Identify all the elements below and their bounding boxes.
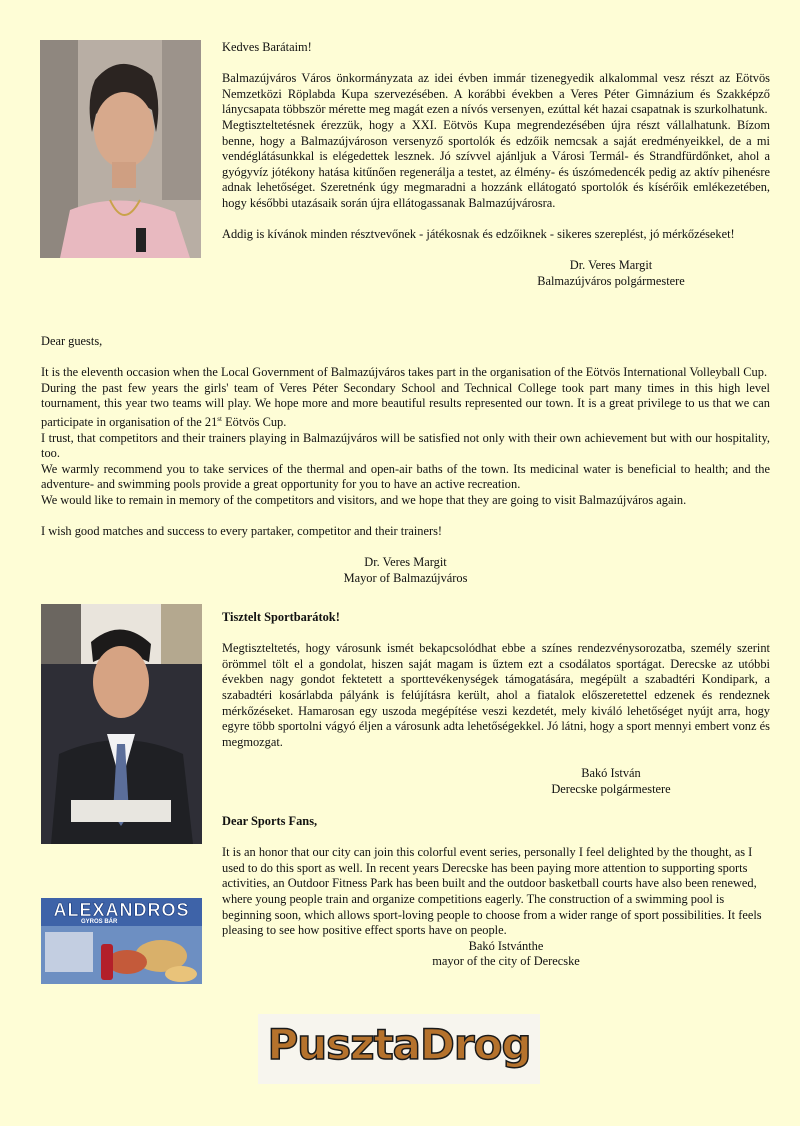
paragraph: It is the eleventh occasion when the Local Government of Balmazújváros takes part in the organisation of the Eötvös International Volleyball Cup.	[41, 365, 768, 380]
letter-en-balmazujvaros	[41, 334, 770, 587]
greeting: Dear Sports Fans,	[222, 814, 318, 828]
signature-title: mayor of the city of Derecske	[432, 954, 580, 969]
portrait-photo-veres-margit	[40, 40, 201, 258]
paragraph: I wish good matches and success to every partaker, competitor and their trainers!	[41, 524, 443, 539]
signature-name: Dr. Veres Margit	[569, 258, 653, 273]
paragraph: Megtiszteltetés, hogy városunk ismét bekapcsolódhat ebbe a színes rendezvénysorozatba, személy szerint örömmel tölt el a gondolat, hiszen saját magam is űztem ezt a csodálatos sportágat. Derecske az utóbbi években nagy gondot fektetett a sporttevékenységek támogatására, megépült a szabadtéri Kondipark, a szabadtéri kosárlabda pályánk is felújításra került, ahol a fiatalok előszeretettel edzenek és rendeznek mérkőzéseket. Hamarosan egy uszoda megépítése veszi kezdetét, mely kiváló lehetőséget nyújt arra, hogy egyre több sportolni vágyó éljen a városunk adta lehetőségekkel. Jó látni, hogy a sport mennyi embert vonz és megmozgat.	[222, 641, 770, 749]
greeting: Dear guests,	[41, 334, 103, 348]
signature-title: Derecske polgármestere	[551, 781, 671, 796]
signature-name: Bakó István	[581, 765, 641, 780]
letter-hu-derecske	[222, 610, 770, 813]
paragraph: We would like to remain in memory of the competitors and visitors, and we hope that they are going to visit Balmazújváros again.	[41, 493, 687, 508]
signature-name: Bakó Istvánthe	[468, 938, 544, 953]
greeting: Tisztelt Sportbarátok!	[222, 610, 340, 624]
paragraph: Addig is kívánok minden résztvevőnek - játékosnak és edzőiknek - sikeres szereplést, jó mérkőzéseket!	[222, 227, 735, 242]
signature-name: Dr. Veres Margit	[364, 555, 447, 570]
paragraph: Balmazújváros Város önkormányzata az idei évben immár tizenegyedik alkalommal vesz részt az Eötvös Nemzetközi Röplabda Kupa szervezésében. A korábbi években a Veres Péter Gimnázium és Szakképző lánycsapata többször mérette meg magát ezen a nívós versenyen, ezúttal két hazai csapatnak is szurkolhatunk.	[222, 71, 770, 117]
letter-hu-balmazujvaros	[222, 40, 770, 290]
logo-text: PusztaDrog	[267, 1020, 531, 1069]
ad-brand: ALEXANDROS	[53, 900, 190, 920]
paragraph: I trust, that competitors and their trainers playing in Balmazújváros will be satisfied not only with their own achievement but with our hospitality, too.	[41, 430, 770, 461]
alexandros-gyros-ad	[41, 898, 202, 984]
greeting: Kedves Barátaim!	[222, 40, 312, 54]
portrait-photo-bako-istvan	[41, 604, 202, 844]
pusztadrog-logo	[258, 1014, 540, 1084]
ad-subtitle: GYROS BÁR	[81, 919, 118, 925]
paragraph: During the past few years the girls' team of Veres Péter Secondary School and Technical College took part many times in this high level tournament, this year two teams will play. We hope more and more beautiful results represented our town. It is a great privilege to us that we can participate in organisation of the 21st Eötvös Cup.	[41, 380, 770, 430]
paragraph: It is an honor that our city can join this colorful event series, personally I feel delighted by the thought, as I used to do this sport as well. In recent years Derecske has been paying more attention to supporting sports activities, an Outdoor Fitness Park has been built and the outdoor basketball courts have also been renewed, where young people train and organize competitions eagerly. The construction of a swimming pool is beginning soon, which allows sport-loving people to choose from a wider range of sport possibilities. It feels pleasing to see how positive effect sports have on people.	[222, 845, 762, 938]
paragraph: Megtiszteltetésnek érezzük, hogy a XXI. Eötvös Kupa megrendezésében újra részt vállalhatunk. Bízom benne, hogy a Balmazújvároson versenyző sportolók és edzőik nemcsak a saját eredményeikkel, de a mi vendéglátásunkkal is elégedettek lesznek. Jó szívvel ajánljuk a Városi Termál- és Strandfürdőnket, ahol a gyógyvíz jótékony hatása kitűnően regenerálja a testet, az élmény- és úszómedencék pedig az aktív pihenésre adnak lehetőséget. Szeretnénk úgy megmaradni a hozzánk ellátogató sportolók és kísérőik emlékezetében, hogy későbbi utazásaik során újra ellátogassanak Balmazújvárosra.	[222, 117, 770, 210]
letter-en-derecske	[222, 814, 770, 970]
paragraph: We warmly recommend you to take services of the thermal and open-air baths of the town. Its medicinal water is beneficial to health; and the adventure- and swimming pools provide a great opportunity for you to have an active recreation.	[41, 461, 770, 492]
signature-title: Balmazújváros polgármestere	[537, 273, 685, 288]
signature-title: Mayor of Balmazújváros	[343, 571, 468, 586]
